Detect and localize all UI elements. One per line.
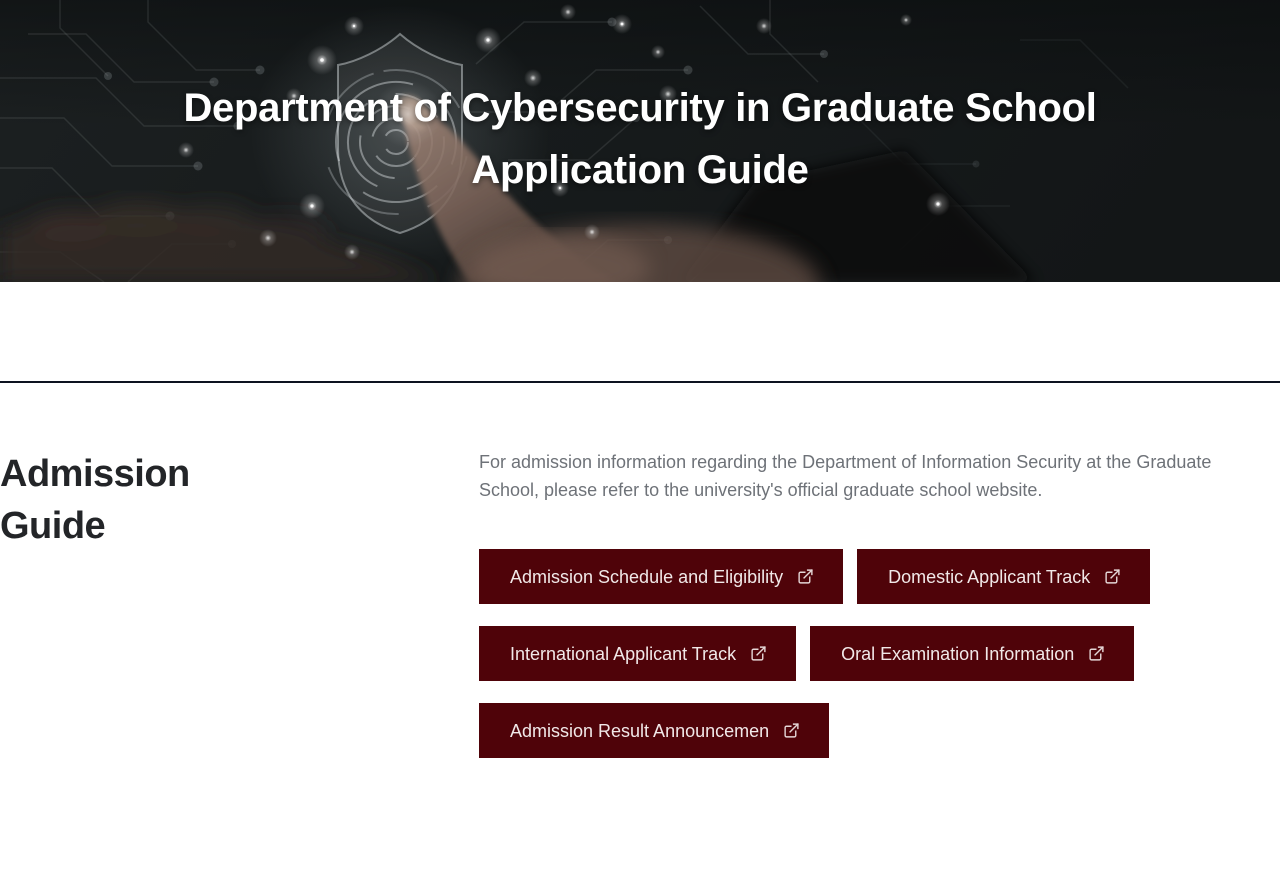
admission-guide-section	[0, 383, 1280, 758]
section-description: For admission information regarding the Department of Information Security at the Graduate School, please refer to the university's official graduate school website.	[479, 452, 1212, 500]
admission-schedule-button[interactable]	[479, 549, 843, 604]
section-heading-column	[0, 448, 479, 758]
section-body-column	[479, 448, 1220, 758]
button-label: Domestic Applicant Track	[888, 566, 1091, 587]
external-link-icon	[783, 722, 800, 739]
button-label: Oral Examination Information	[841, 643, 1075, 664]
page-title-line1: Department of Cybersecurity in Graduate School	[183, 86, 1097, 130]
hero-banner	[0, 0, 1280, 282]
domestic-applicant-button[interactable]	[857, 549, 1150, 604]
external-link-icon	[797, 568, 814, 585]
external-link-icon	[750, 645, 767, 662]
section-heading: Admission Guide	[0, 453, 190, 547]
oral-examination-button[interactable]	[810, 626, 1134, 681]
external-link-icon	[1088, 645, 1105, 662]
international-applicant-button[interactable]	[479, 626, 796, 681]
admission-result-button[interactable]	[479, 703, 829, 758]
button-label: Admission Result Announcemen	[510, 720, 770, 741]
button-label: International Applicant Track	[510, 643, 737, 664]
button-label: Admission Schedule and Eligibility	[510, 566, 784, 587]
external-link-icon	[1104, 568, 1121, 585]
admission-link-buttons	[479, 549, 1220, 758]
page-title	[0, 0, 1280, 201]
page-title-line2: Application Guide	[471, 148, 809, 192]
